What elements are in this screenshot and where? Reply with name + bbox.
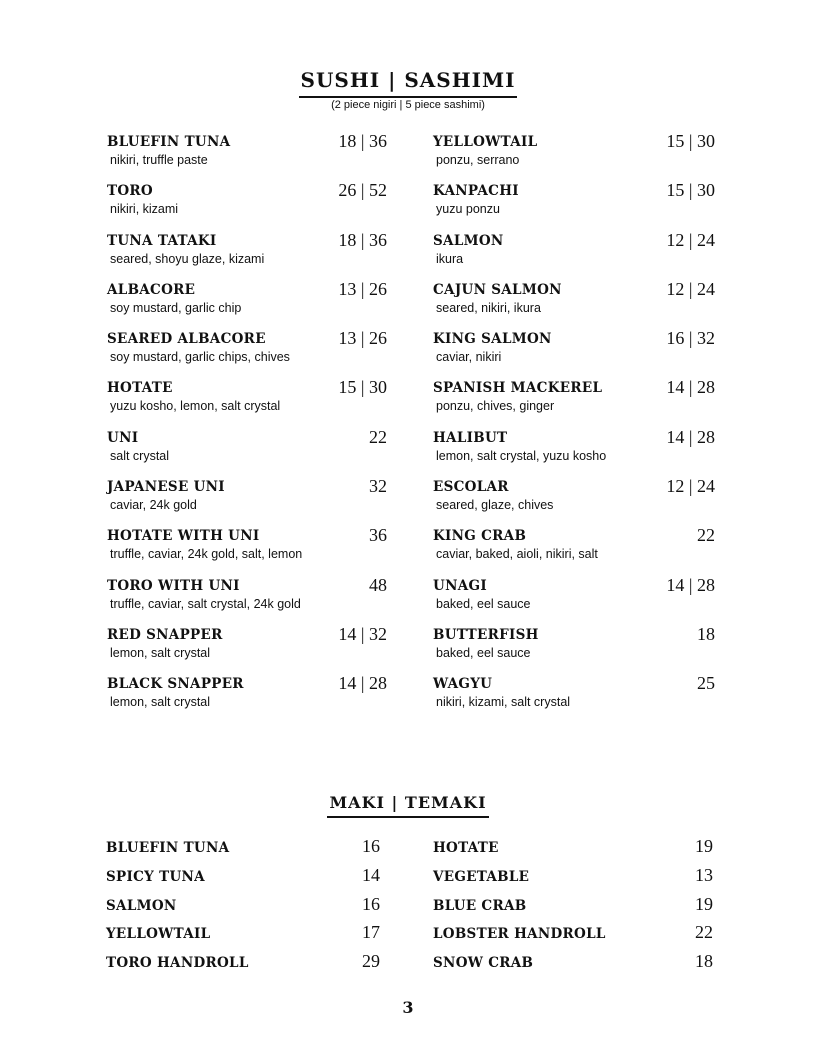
item-description: ikura <box>436 251 464 266</box>
item-description: truffle, caviar, 24k gold, salt, lemon <box>110 547 303 562</box>
item-description: soy mustard, garlic chip <box>110 300 242 315</box>
item-price: 17 <box>362 922 380 943</box>
item-name: RED SNAPPER <box>107 626 223 643</box>
menu-item <box>107 229 387 278</box>
item-name: CAJUN SALMON <box>433 281 562 298</box>
menu-item <box>106 894 380 923</box>
item-description: lemon, salt crystal <box>110 645 211 660</box>
menu-item <box>106 836 380 865</box>
item-name: SPICY TUNA <box>106 868 205 885</box>
item-name: HOTATE <box>433 840 499 856</box>
item-price: 18 | 36 <box>338 229 387 250</box>
item-price: 19 <box>695 893 713 914</box>
item-price: 16 <box>362 893 380 914</box>
item-price: 18 <box>695 951 713 972</box>
menu-item <box>433 475 715 524</box>
menu-item <box>433 894 713 923</box>
menu-item <box>433 179 715 228</box>
item-name: TUNA TATAKI <box>107 232 217 249</box>
item-price: 15 | 30 <box>666 131 715 151</box>
item-price: 15 | 30 <box>666 180 715 201</box>
item-description: caviar, 24k gold <box>110 498 197 513</box>
item-description: seared, shoyu glaze, kizami <box>110 251 265 266</box>
item-name: VEGETABLE <box>433 868 530 885</box>
maki-right-column <box>433 836 713 980</box>
item-name: SALMON <box>433 232 504 249</box>
item-name: YELLOWTAIL <box>433 134 538 150</box>
maki-section-title <box>0 793 816 818</box>
menu-item <box>107 426 387 475</box>
item-price: 16 <box>362 836 380 856</box>
item-price: 12 | 24 <box>666 278 715 299</box>
menu-item <box>107 574 387 623</box>
item-description: lemon, salt crystal <box>110 695 211 710</box>
sushi-title-text: SUSHI | SASHIMI <box>299 68 518 98</box>
item-price: 22 <box>695 922 713 943</box>
menu-item <box>433 865 713 894</box>
item-name: UNI <box>107 429 139 446</box>
item-name: TORO HANDROLL <box>106 955 249 972</box>
item-price: 32 <box>369 476 387 497</box>
menu-item <box>107 376 387 425</box>
menu-item <box>433 623 715 672</box>
item-name: HOTATE <box>107 380 173 397</box>
item-price: 18 | 36 <box>338 131 387 151</box>
item-name: ALBACORE <box>107 281 196 298</box>
item-name: KING SALMON <box>433 331 552 348</box>
item-price: 26 | 52 <box>338 180 387 201</box>
menu-item <box>433 922 713 951</box>
menu-item <box>433 836 713 865</box>
item-description: seared, nikiri, ikura <box>436 300 541 315</box>
item-price: 22 <box>369 426 387 447</box>
item-description: baked, eel sauce <box>436 596 531 611</box>
item-description: ponzu, serrano <box>436 153 520 167</box>
item-price: 13 <box>695 864 713 885</box>
item-name: BLUE CRAB <box>433 897 527 914</box>
menu-item <box>107 278 387 327</box>
item-price: 13 | 26 <box>338 278 387 299</box>
menu-item <box>433 229 715 278</box>
menu-item <box>106 922 380 951</box>
item-name: BLACK SNAPPER <box>107 676 244 693</box>
item-description: nikiri, kizami, salt crystal <box>436 695 571 710</box>
menu-item <box>433 376 715 425</box>
menu-item <box>433 951 713 980</box>
sushi-right-column <box>433 130 715 722</box>
item-price: 14 | 28 <box>666 377 715 398</box>
item-price: 36 <box>369 525 387 546</box>
item-price: 12 | 24 <box>666 476 715 497</box>
item-description: soy mustard, garlic chips, chives <box>110 350 290 365</box>
item-name: HALIBUT <box>433 429 508 446</box>
item-price: 14 | 28 <box>666 574 715 595</box>
menu-item <box>433 426 715 475</box>
item-name: SPANISH MACKEREL <box>433 380 603 397</box>
item-name: JAPANESE UNI <box>107 479 225 496</box>
item-description: yuzu ponzu <box>436 202 500 217</box>
menu-item <box>106 865 380 894</box>
menu-item <box>433 524 715 573</box>
item-price: 19 <box>695 836 713 856</box>
item-name: KANPACHI <box>433 183 519 200</box>
menu-item <box>106 951 380 980</box>
menu-item <box>433 574 715 623</box>
item-price: 13 | 26 <box>338 328 387 349</box>
item-name: UNAGI <box>433 577 487 594</box>
menu-item <box>107 475 387 524</box>
item-price: 15 | 30 <box>338 377 387 398</box>
menu-item <box>107 130 387 179</box>
item-description: caviar, nikiri <box>436 350 502 365</box>
maki-left-column <box>106 836 380 980</box>
item-name: LOBSTER HANDROLL <box>433 926 606 943</box>
item-name: SNOW CRAB <box>433 955 534 972</box>
item-name: WAGYU <box>433 676 493 693</box>
item-price: 25 <box>697 673 715 694</box>
menu-item <box>107 623 387 672</box>
item-price: 12 | 24 <box>666 229 715 250</box>
menu-item <box>107 179 387 228</box>
item-price: 16 | 32 <box>666 328 715 349</box>
item-price: 14 | 28 <box>338 673 387 694</box>
item-price: 48 <box>369 574 387 595</box>
sushi-section-title <box>0 68 816 98</box>
item-name: HOTATE WITH UNI <box>107 528 260 545</box>
item-name: KING CRAB <box>433 528 527 545</box>
sushi-subtitle: (2 piece nigiri | 5 piece sashimi) <box>331 99 485 111</box>
item-price: 22 <box>697 525 715 546</box>
item-price: 29 <box>362 951 380 972</box>
item-description: salt crystal <box>110 448 170 463</box>
item-name: BLUEFIN TUNA <box>106 840 230 856</box>
item-price: 14 | 28 <box>666 426 715 447</box>
item-description: lemon, salt crystal, yuzu kosho <box>436 448 607 463</box>
menu-item <box>433 130 715 179</box>
item-description: nikiri, truffle paste <box>110 153 208 167</box>
menu-item <box>433 672 715 721</box>
menu-item <box>107 327 387 376</box>
item-name: BUTTERFISH <box>433 626 539 643</box>
item-description: truffle, caviar, salt crystal, 24k gold <box>110 596 301 611</box>
menu-item <box>433 278 715 327</box>
item-description: baked, eel sauce <box>436 645 531 660</box>
sushi-left-column <box>107 130 387 722</box>
item-description: nikiri, kizami <box>110 202 179 217</box>
item-description: yuzu kosho, lemon, salt crystal <box>110 399 281 414</box>
item-name: SEARED ALBACORE <box>107 331 266 348</box>
item-name: YELLOWTAIL <box>106 926 211 943</box>
menu-item <box>107 524 387 573</box>
item-name: ESCOLAR <box>433 479 509 496</box>
item-description: caviar, baked, aioli, nikiri, salt <box>436 547 598 562</box>
page-number: 3 <box>402 998 414 1017</box>
item-price: 14 | 32 <box>338 623 387 644</box>
item-name: SALMON <box>106 897 177 914</box>
menu-item <box>107 672 387 721</box>
item-price: 18 <box>697 623 715 644</box>
item-description: ponzu, chives, ginger <box>436 399 555 414</box>
maki-title-text: MAKI | TEMAKI <box>327 793 488 818</box>
item-name: TORO WITH UNI <box>107 577 240 594</box>
item-description: seared, glaze, chives <box>436 498 554 513</box>
item-name: BLUEFIN TUNA <box>107 134 231 150</box>
menu-item <box>433 327 715 376</box>
item-name: TORO <box>107 183 153 200</box>
item-price: 14 <box>362 864 380 885</box>
